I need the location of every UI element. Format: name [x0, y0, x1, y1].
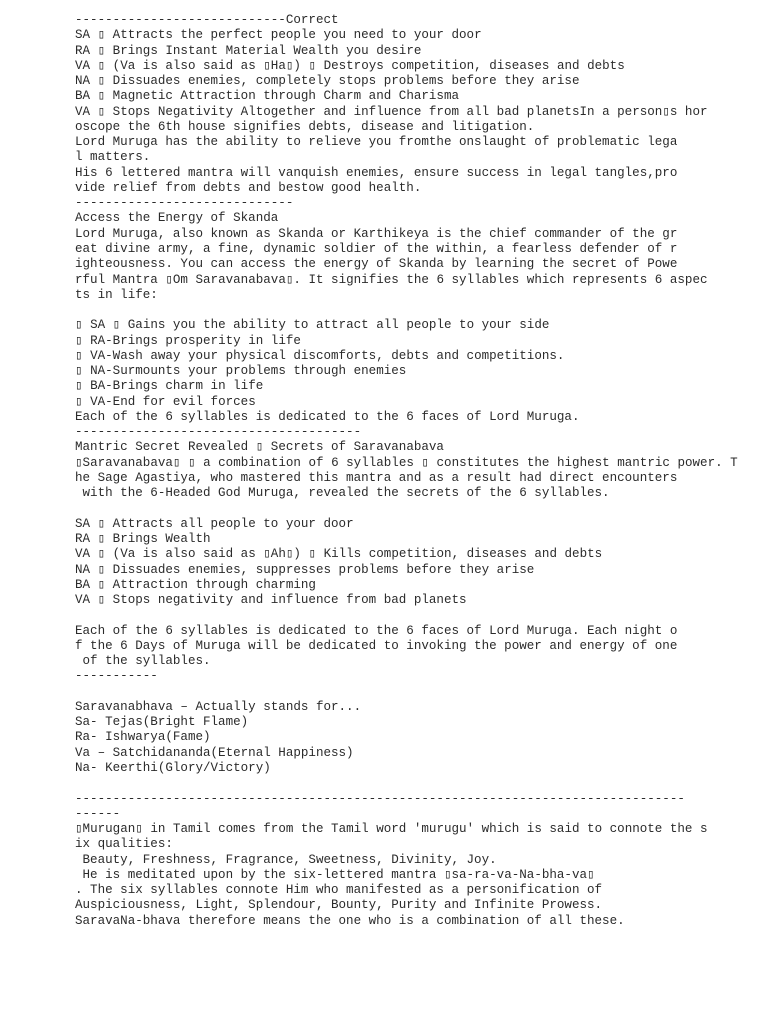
text-line: VA ▯ (Va is also said as ▯Ah▯) ▯ Kills competition, diseases and debts — [75, 547, 603, 562]
text-line: Va – Satchidananda(Eternal Happiness) — [75, 745, 354, 760]
text-line: Saravanabhava – Actually stands for... — [75, 699, 362, 714]
text-line: ----------------------------- — [75, 196, 294, 211]
text-line: ighteousness. You can access the energy of Skanda by learning the secret of Powe — [75, 257, 678, 272]
text-line: of the syllables. — [75, 654, 211, 669]
text-line: ix qualities: — [75, 837, 173, 852]
text-line: Lord Muruga has the ability to relieve you fromthe onslaught of problematic lega — [75, 135, 678, 150]
text-line: VA ▯ (Va is also said as ▯Ha▯) ▯ Destroys competition, diseases and debts — [75, 58, 625, 73]
text-line: oscope the 6th house signifies debts, disease and litigation. — [75, 119, 535, 134]
text-line: ----------------------------Correct — [75, 13, 339, 27]
text-line: Access the Energy of Skanda — [75, 211, 279, 226]
text-line: RA ▯ Brings Wealth — [75, 532, 211, 547]
text-line: Mantric Secret Revealed ▯ Secrets of Saravanabava — [75, 440, 444, 455]
text-line — [75, 608, 755, 623]
text-line: RA ▯ Brings Instant Material Wealth you desire — [75, 43, 422, 58]
text-line: vide relief from debts and bestow good health. — [75, 180, 422, 195]
text-line: VA ▯ Stops Negativity Altogether and influence from all bad planetsIn a person▯s hor — [75, 104, 708, 119]
text-line: ▯ NA-Surmounts your problems through enemies — [75, 364, 407, 379]
text-line: with the 6-Headed God Muruga, revealed the secrets of the 6 syllables. — [75, 486, 610, 501]
text-line: rful Mantra ▯Om Saravanabava▯. It signifies the 6 syllables which represents 6 aspec — [75, 272, 708, 287]
text-line: Beauty, Freshness, Fragrance, Sweetness, Divinity, Joy. — [75, 852, 497, 867]
text-line: ------ — [75, 806, 121, 821]
text-line: -------------------------------------- — [75, 425, 362, 440]
text-line: ▯ VA-Wash away your physical discomforts, debts and competitions. — [75, 348, 565, 363]
text-line — [75, 776, 755, 791]
text-line: His 6 lettered mantra will vanquish enemies, ensure success in legal tangles,pro — [75, 165, 678, 180]
text-line: eat divine army, a fine, dynamic soldier of the within, a fearless defender of r — [75, 241, 678, 256]
text-line: SaravaNa-bhava therefore means the one who is a combination of all these. — [75, 913, 625, 928]
text-line: Each of the 6 syllables is dedicated to the 6 faces of Lord Muruga. Each night o — [75, 623, 678, 638]
text-line: he Sage Agastiya, who mastered this mantra and as a result had direct encounters — [75, 470, 678, 485]
text-line: Sa- Tejas(Bright Flame) — [75, 715, 249, 730]
text-line: Ra- Ishwarya(Fame) — [75, 730, 211, 745]
text-line: f the 6 Days of Muruga will be dedicated to invoking the power and energy of one — [75, 638, 678, 653]
text-line: Auspiciousness, Light, Splendour, Bounty, Purity and Infinite Prowess. — [75, 898, 603, 913]
text-line: He is meditated upon by the six-lettered mantra ▯sa-ra-va-Na-bha-va▯ — [75, 867, 595, 882]
text-line: ▯Murugan▯ in Tamil comes from the Tamil word 'murugu' which is said to connote the s — [75, 822, 708, 837]
text-line: BA ▯ Magnetic Attraction through Charm and Charisma — [75, 89, 460, 104]
text-line: ----------- — [75, 669, 158, 684]
text-line: ▯ RA-Brings prosperity in life — [75, 333, 301, 348]
text-line: BA ▯ Attraction through charming — [75, 577, 316, 592]
text-line: ▯ BA-Brings charm in life — [75, 379, 264, 394]
document-body — [75, 13, 755, 929]
text-line — [75, 303, 755, 318]
text-line: Na- Keerthi(Glory/Victory) — [75, 761, 271, 776]
text-line: VA ▯ Stops negativity and influence from bad planets — [75, 593, 467, 608]
text-line: --------------------------------------------------------------------------------- — [75, 791, 685, 806]
text-line: ▯Saravanabava▯ ▯ a combination of 6 syllables ▯ constitutes the highest mantric power. T — [75, 455, 738, 470]
text-line: NA ▯ Dissuades enemies, suppresses problems before they arise — [75, 562, 535, 577]
text-line: Lord Muruga, also known as Skanda or Karthikeya is the chief commander of the gr — [75, 226, 678, 241]
text-line — [75, 685, 755, 700]
text-line: SA ▯ Attracts the perfect people you need to your door — [75, 28, 482, 43]
text-line: ▯ VA-End for evil forces — [75, 394, 256, 409]
text-line — [75, 502, 755, 517]
text-line: NA ▯ Dissuades enemies, completely stops problems before they arise — [75, 74, 580, 89]
text-line: . The six syllables connote Him who manifested as a personification of — [75, 883, 603, 898]
text-line: ts in life: — [75, 287, 158, 302]
text-line: Each of the 6 syllables is dedicated to the 6 faces of Lord Muruga. — [75, 409, 580, 424]
text-line: l matters. — [75, 150, 151, 165]
text-line: SA ▯ Attracts all people to your door — [75, 516, 354, 531]
text-line: ▯ SA ▯ Gains you the ability to attract all people to your side — [75, 318, 550, 333]
